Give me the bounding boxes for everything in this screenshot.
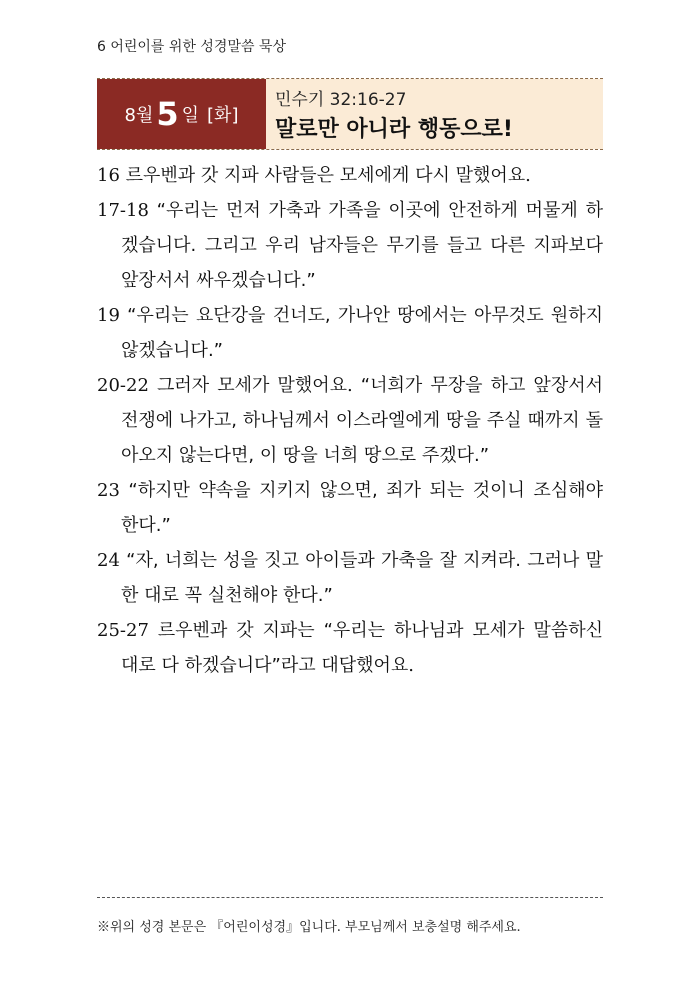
verse-20-22 [97, 368, 603, 473]
verse-number: 23 [97, 480, 120, 501]
verse-number: 20-22 [97, 375, 149, 396]
date-box [97, 79, 266, 149]
day-suffix: 일 [181, 105, 200, 126]
scripture-reference: 민수기 32:16-27 [275, 90, 407, 110]
verse-narration: 그러자 모세가 말했어요. [156, 375, 353, 396]
verse-number: 25-27 [97, 620, 149, 641]
verse-16 [97, 158, 603, 193]
footer-divider [97, 897, 603, 898]
verse-list [97, 158, 603, 683]
verse-25-27 [97, 613, 603, 683]
verse-speech: “하지만 약속을 지키지 않으면, 죄가 되는 것이니 조심해야 한다.” [121, 480, 603, 536]
verse-number: 24 [97, 550, 120, 571]
day-number: 5 [156, 95, 179, 133]
verse-number: 17-18 [97, 200, 149, 221]
verse-19 [97, 298, 603, 368]
verse-narration: 르우벤과 갓 지파는 [157, 620, 315, 641]
verse-17-18 [97, 193, 603, 298]
footnote: ※위의 성경 본문은 『어린이성경』입니다. 부모님께서 보충설명 해주세요. [97, 920, 521, 935]
verse-23 [97, 473, 603, 543]
verse-speech: “너희가 무장을 하고 앞장서서 전쟁에 나가고, 하나님께서 이스라엘에게 땅을 주실 때까지 돌아오지 않는다면, 이 땅을 너희 땅으로 주겠다.” [121, 375, 603, 466]
devotion-banner [97, 78, 603, 150]
month-label: 8월 [124, 105, 154, 126]
title-box [266, 79, 603, 149]
verse-narration: 르우벤과 갓 지파 사람들은 모세에게 다시 말했어요. [125, 165, 531, 186]
verse-number: 19 [97, 305, 120, 326]
verse-speech: “우리는 먼저 가축과 가족을 이곳에 안전하게 머물게 하겠습니다. 그리고 우리 남자들은 무기를 들고 다른 지파보다 앞장서서 싸우겠습니다.” [121, 200, 603, 291]
running-header: 6 어린이를 위한 성경말씀 묵상 [97, 39, 286, 55]
weekday-label: [화] [207, 105, 239, 126]
verse-number: 16 [97, 165, 120, 186]
verse-narration-end: 라고 대답했어요. [280, 655, 415, 676]
verse-speech: “우리는 하나님과 모세가 말씀하신 대로 다 하겠습니다” [121, 620, 603, 676]
verse-speech: “우리는 요단강을 건너도, 가나안 땅에서는 아무것도 원하지 않겠습니다.” [121, 305, 603, 361]
verse-24 [97, 543, 603, 613]
devotion-title: 말로만 아니라 행동으로! [275, 117, 513, 142]
verse-speech: “자, 너희는 성을 짓고 아이들과 가축을 잘 지켜라. 그러나 말한 대로 꼭 실천해야 한다.” [121, 550, 603, 606]
